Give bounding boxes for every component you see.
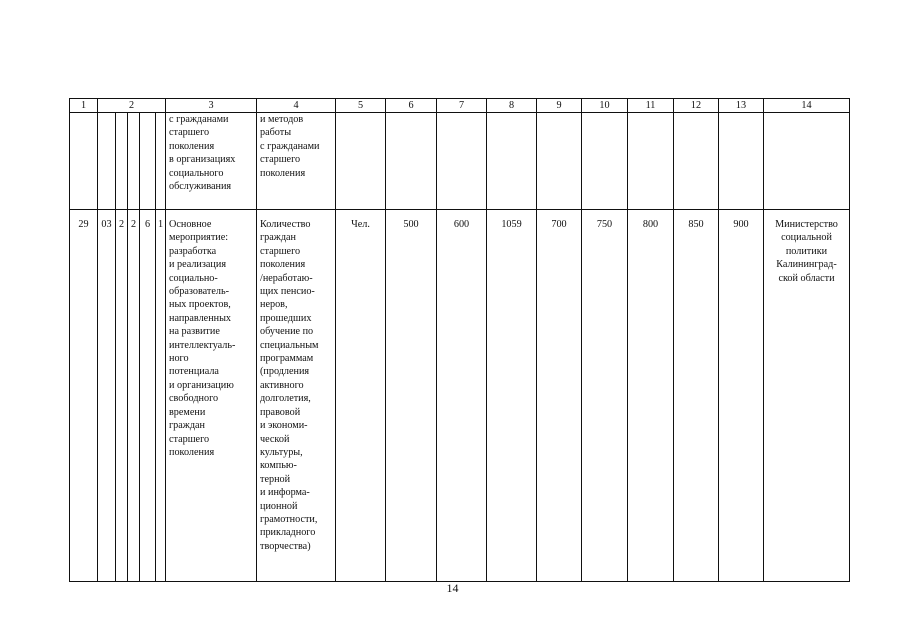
continuation-row xyxy=(70,113,850,210)
column-number-row xyxy=(70,99,850,113)
indicator-description: Количество граждан старшего поколения /неработаю- щих пенсио- неров, прошедших обучение по специальным программам (продления активного долголетия, правовой и экономи- ческой культуры, компью- терной и информа- ционной грамотности, прикладного творчества) xyxy=(257,210,336,582)
col-header-13: 13 xyxy=(719,99,764,113)
col-header-9: 9 xyxy=(537,99,582,113)
code-cell: 2 xyxy=(128,210,140,582)
table-row xyxy=(70,210,850,582)
unit-cell: Чел. xyxy=(336,210,386,582)
code-cell: 2 xyxy=(116,210,128,582)
col-header-12: 12 xyxy=(674,99,719,113)
col-header-10: 10 xyxy=(582,99,628,113)
col-header-14: 14 xyxy=(764,99,850,113)
code-cell: 6 xyxy=(140,210,156,582)
value-cell: 800 xyxy=(628,210,674,582)
col-header-6: 6 xyxy=(386,99,437,113)
activity-description: Основное мероприятие: разработка и реализация социально- образователь- ных проектов, направленных на развитие интеллектуаль- ного потенциала и организацию свободного времени граждан старшего поколения xyxy=(166,210,257,582)
code-cell: 03 xyxy=(98,210,116,582)
col-header-11: 11 xyxy=(628,99,674,113)
continuation-indicator-text: и методов работы с гражданами старшего поколения xyxy=(257,113,336,210)
page-number: 14 xyxy=(446,581,459,595)
continuation-activity-text: с гражданами старшего поколения в организациях социального обслуживания xyxy=(166,113,257,210)
executor-cell: Министерство социальной политики Калининград- ской области xyxy=(764,210,850,582)
col-header-4: 4 xyxy=(257,99,336,113)
col-header-1: 1 xyxy=(70,99,98,113)
value-cell: 900 xyxy=(719,210,764,582)
value-cell: 750 xyxy=(582,210,628,582)
col-header-8: 8 xyxy=(487,99,537,113)
program-table xyxy=(69,98,850,582)
value-cell: 500 xyxy=(386,210,437,582)
value-cell: 1059 xyxy=(487,210,537,582)
code-cell: 1 xyxy=(156,210,166,582)
value-cell: 700 xyxy=(537,210,582,582)
row-number: 29 xyxy=(70,210,98,582)
value-cell: 600 xyxy=(437,210,487,582)
value-cell: 850 xyxy=(674,210,719,582)
col-header-5: 5 xyxy=(336,99,386,113)
col-header-7: 7 xyxy=(437,99,487,113)
col-header-2: 2 xyxy=(98,99,166,113)
col-header-3: 3 xyxy=(166,99,257,113)
